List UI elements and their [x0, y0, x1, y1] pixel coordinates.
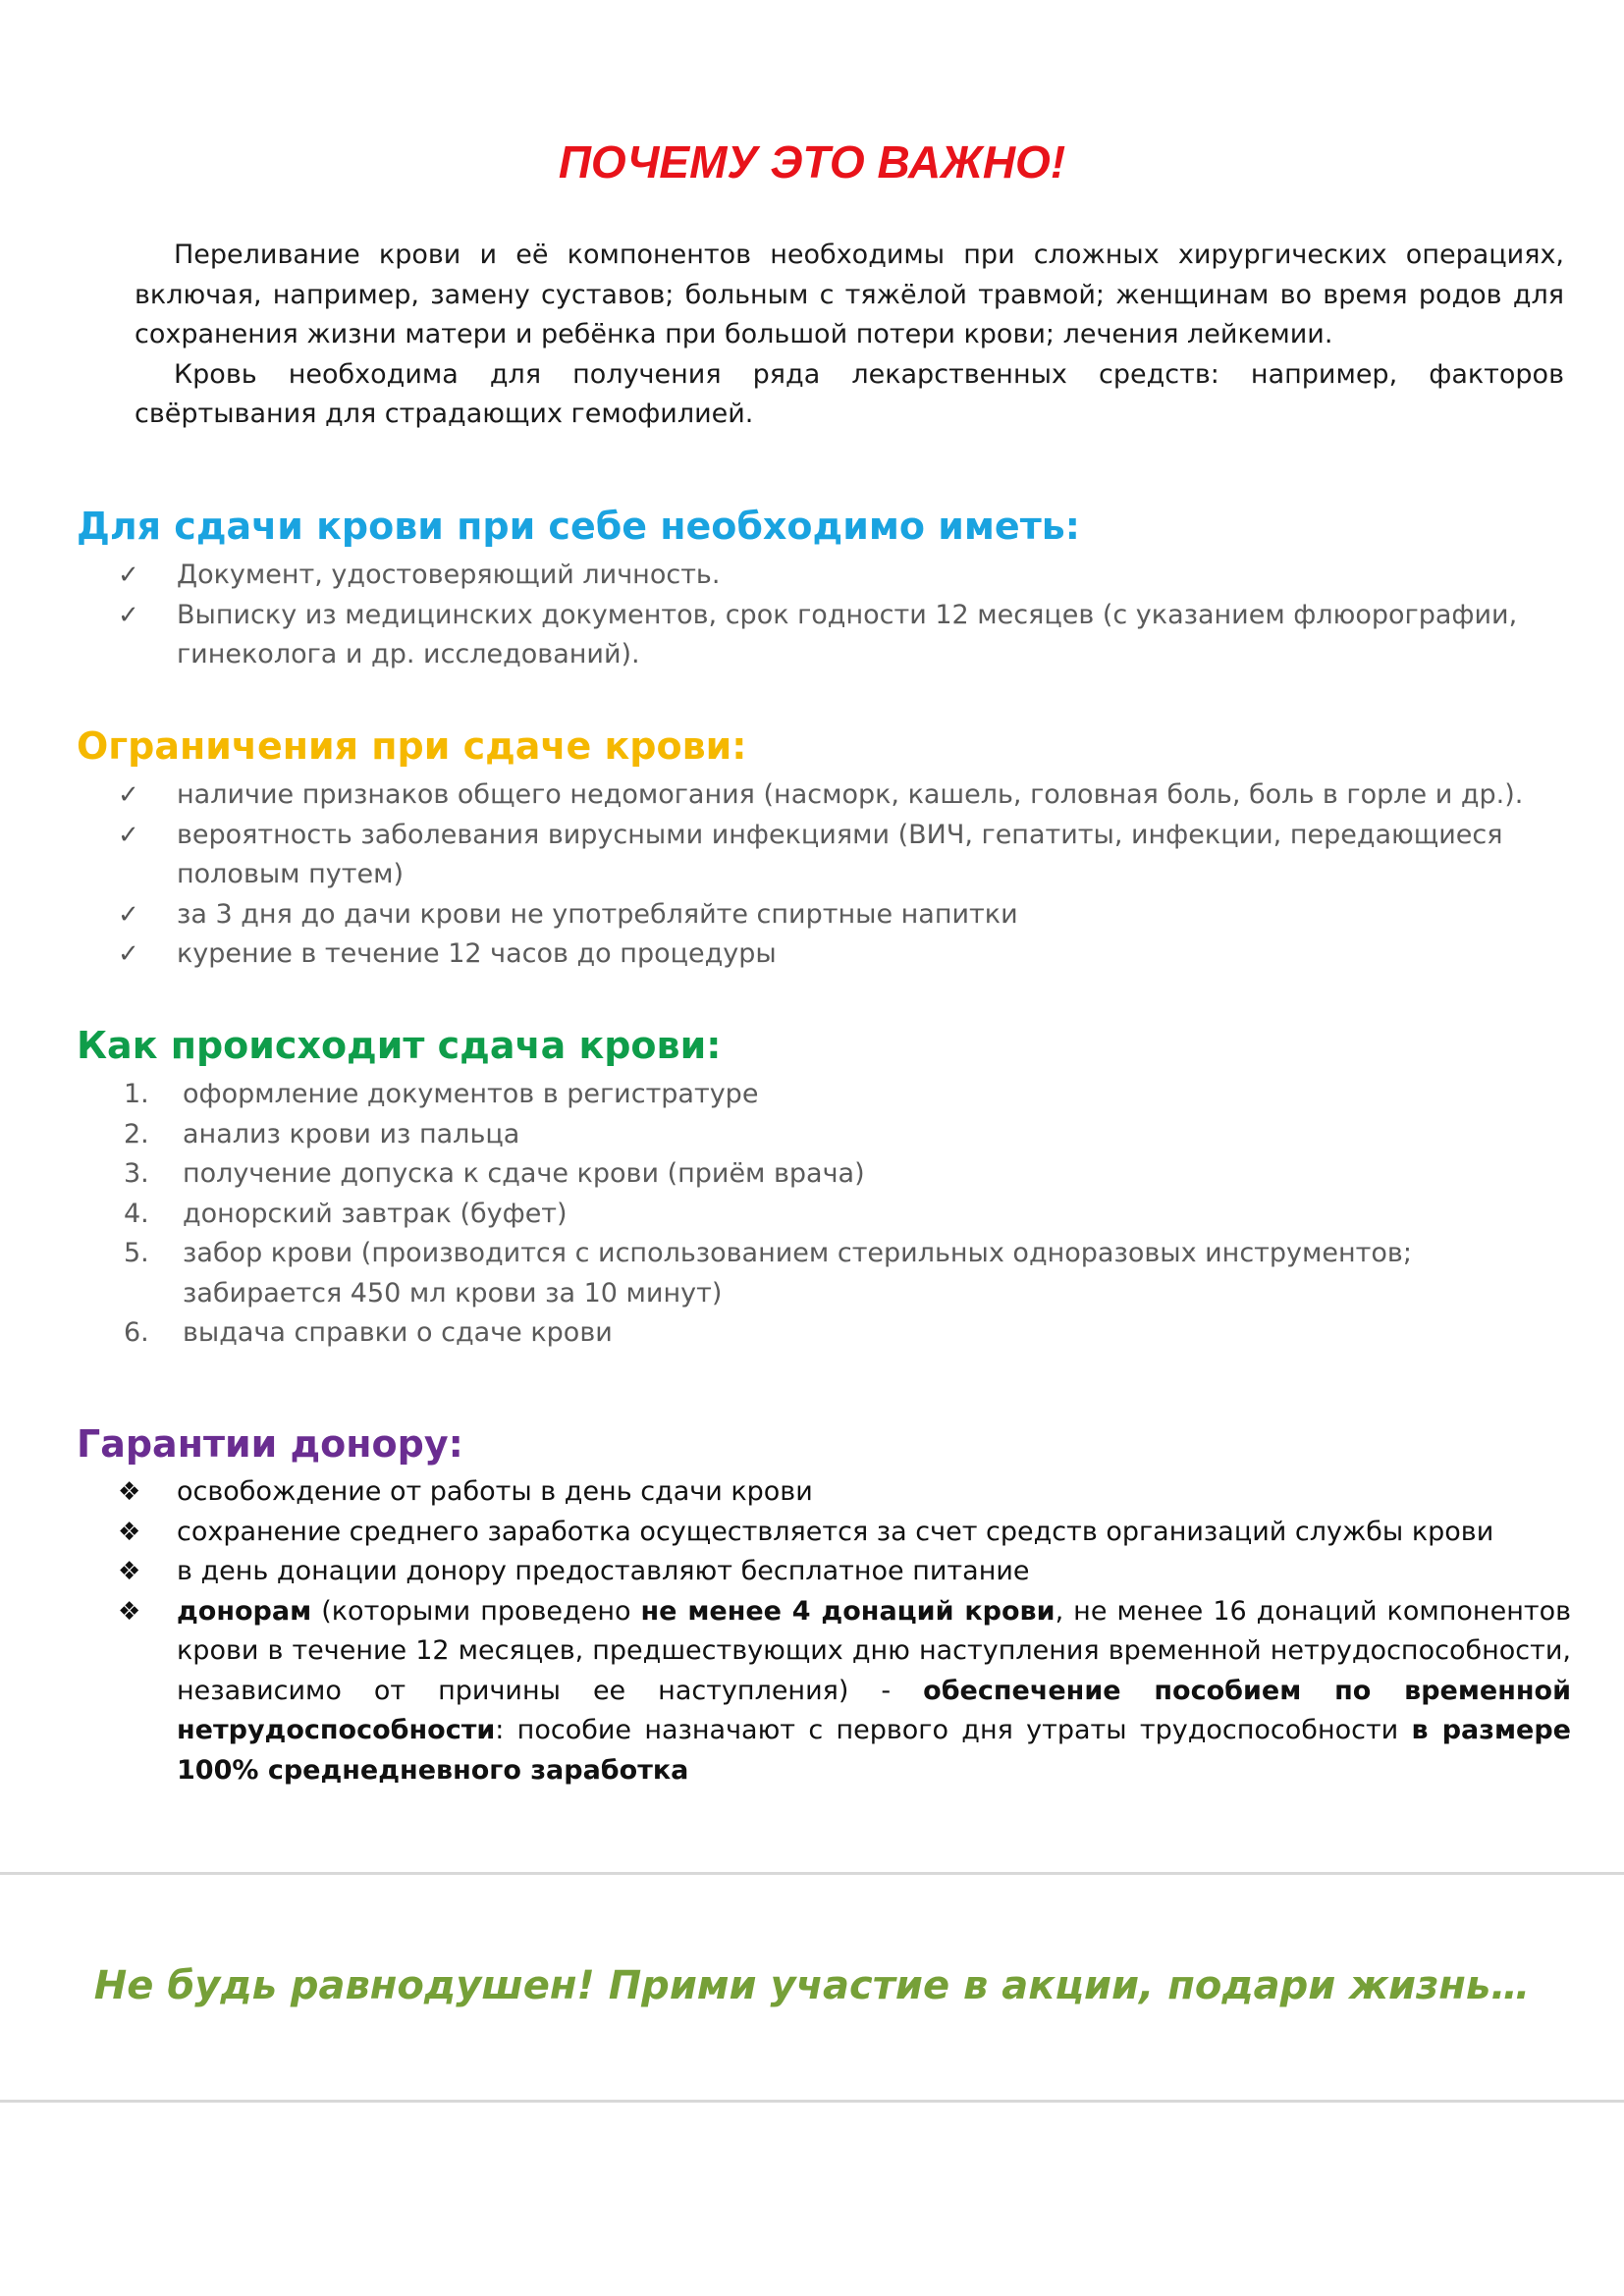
bold-text: в размере 100% среднедневного заработка: [177, 1715, 1571, 1786]
list-item-text: наличие признаков общего недомогания (насморк, кашель, головная боль, боль в горле и др.).: [177, 779, 1524, 810]
documents-heading: Для сдачи крови при себе необходимо иметь:: [77, 505, 1080, 548]
list-item: [124, 1234, 1577, 1313]
restrictions-list: [118, 775, 1571, 975]
list-item-text: в день донации донору предоставляют бесплатное питание: [177, 1556, 1030, 1586]
bold-text: обеспечение пособием по временной нетрудоспособности: [177, 1675, 1571, 1745]
list-item: [118, 934, 1571, 975]
diamond-bullet-icon: ❖: [118, 1517, 141, 1547]
diamond-bullet-icon: ❖: [118, 1557, 141, 1586]
diamond-bullet-icon: ❖: [118, 1477, 141, 1507]
list-number: 5.: [124, 1238, 149, 1268]
list-item-text: оформление документов в регистратуре: [183, 1079, 759, 1109]
plain-text: : пособие назначают с первого дня утраты трудоспособности: [495, 1715, 1412, 1745]
list-number: 6.: [124, 1317, 149, 1348]
documents-list: [118, 556, 1571, 675]
check-icon: ✓: [118, 561, 139, 590]
divider-bottom: [0, 2100, 1624, 2103]
list-item: [118, 1552, 1571, 1592]
list-number: 4.: [124, 1198, 149, 1229]
list-number: 2.: [124, 1118, 149, 1149]
list-item: [118, 556, 1571, 596]
list-item: [118, 1592, 1571, 1791]
list-item-text: забор крови (производится с использованием стерильных одноразовых инструментов; забирается 450 мл крови за 10 минут): [183, 1238, 1412, 1308]
list-item: [124, 1313, 1577, 1354]
plain-text: (которыми проведено: [311, 1595, 641, 1627]
guarantees-heading: Гарантии донору:: [77, 1422, 463, 1466]
list-item-text: [177, 1596, 1571, 1786]
list-item-text: анализ крови из пальца: [183, 1118, 520, 1149]
list-item: [124, 1195, 1577, 1235]
list-item: [118, 895, 1571, 935]
check-icon: ✓: [118, 780, 139, 810]
list-item: [118, 775, 1571, 816]
check-icon: ✓: [118, 600, 139, 630]
list-item: [118, 596, 1571, 675]
list-item-text: выдача справки о сдаче крови: [183, 1317, 613, 1348]
check-icon: ✓: [118, 939, 139, 969]
list-item: [118, 816, 1571, 895]
divider-top: [0, 1872, 1624, 1875]
list-item-text: Документ, удостоверяющий личность.: [177, 560, 721, 590]
bold-text: донорам: [177, 1595, 312, 1627]
slogan: Не будь равнодушен! Прими участие в акции, подари жизнь…: [93, 1963, 1531, 2008]
list-item-text: донорский завтрак (буфет): [183, 1198, 568, 1229]
list-item: [124, 1075, 1577, 1115]
list-number: 3.: [124, 1158, 149, 1189]
intro-text: [135, 236, 1564, 435]
list-item-text: вероятность заболевания вирусными инфекциями (ВИЧ, гепатиты, инфекции, передающиеся половым путем): [177, 819, 1503, 889]
list-item-text: Выписку из медицинских документов, срок годности 12 месяцев (с указанием флюорографии, гинеколога и др. исследований).: [177, 599, 1518, 669]
process-heading: Как происходит сдача крови:: [77, 1024, 722, 1067]
bold-text: не менее 4 донаций крови: [640, 1595, 1056, 1627]
restrictions-heading: Ограничения при сдаче крови:: [77, 724, 747, 768]
process-list: [124, 1075, 1577, 1354]
list-item-text: за 3 дня до дачи крови не употребляйте спиртные напитки: [177, 898, 1018, 930]
list-item-text: получение допуска к сдаче крови (приём врача): [183, 1158, 865, 1189]
list-item: [118, 1513, 1571, 1553]
page-title: ПОЧЕМУ ЭТО ВАЖНО!: [558, 136, 1066, 187]
list-item: [118, 1472, 1571, 1513]
guarantees-list: [118, 1472, 1571, 1790]
list-number: 1.: [124, 1079, 149, 1109]
diamond-bullet-icon: ❖: [118, 1596, 141, 1627]
intro-paragraph-2: Кровь необходима для получения ряда лекарственных средств: например, факторов свёртывания для страдающих гемофилией.: [135, 358, 1564, 429]
list-item: [124, 1115, 1577, 1155]
check-icon: ✓: [118, 820, 139, 850]
plain-text: , не менее 16 донаций компонентов крови в течение 12 месяцев, предшествующих дню наступления временной нетрудоспособности, независимо от причины ее наступления) -: [177, 1595, 1572, 1706]
check-icon: ✓: [118, 899, 139, 930]
list-item-text: курение в течение 12 часов до процедуры: [177, 938, 777, 969]
list-item-text: освобождение от работы в день сдачи крови: [177, 1476, 813, 1507]
list-item: [124, 1154, 1577, 1195]
list-item-text: сохранение среднего заработка осуществляется за счет средств организаций службы крови: [177, 1516, 1494, 1547]
intro-paragraph-1: Переливание крови и её компонентов необходимы при сложных хирургических операциях, включая, например, замену суставов; больным с тяжёлой травмой; женщинам во время родов для сохранения жизни матери и ребёнка при большой потери крови; лечения лейкемии.: [135, 240, 1564, 349]
